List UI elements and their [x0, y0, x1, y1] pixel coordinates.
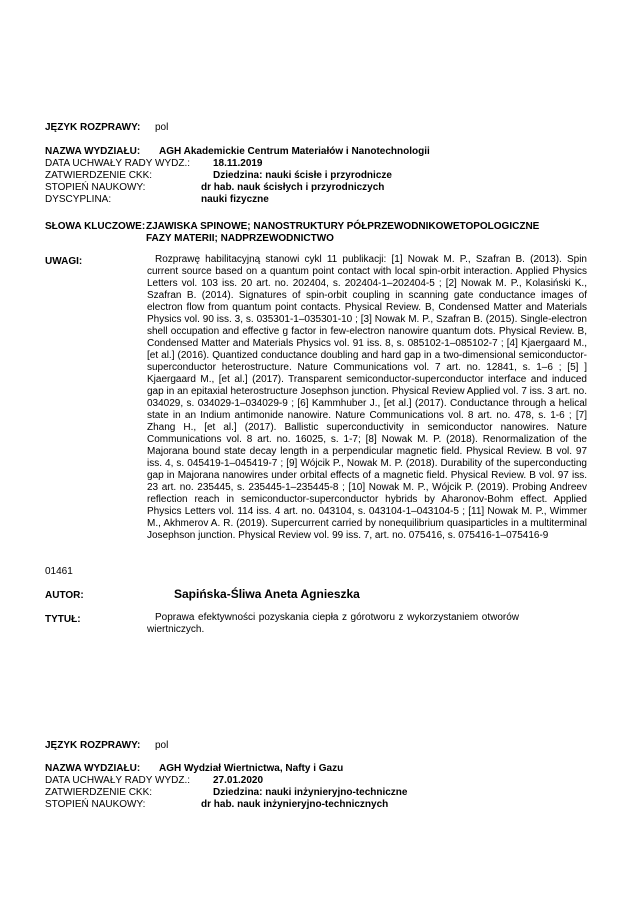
- faculty-label: NAZWA WYDZIAŁU:: [45, 146, 141, 157]
- ckk-label: ZATWIERDZENIE CKK:: [45, 170, 153, 181]
- keywords-line-2: FAZY MATERII; NADPRZEWODNICTWO: [146, 233, 334, 244]
- author-label: AUTOR:: [45, 590, 84, 601]
- discipline-value: nauki fizyczne: [201, 194, 269, 205]
- degree-label: STOPIEŃ NAUKOWY:: [45, 182, 146, 193]
- ckk-value: Dziedzina: nauki ścisłe i przyrodnicze: [213, 170, 392, 181]
- language-label-2: JĘZYK ROZPRAWY:: [45, 740, 141, 751]
- remarks-text: Rozprawę habilitacyjną stanowi cykl 11 publikacji: [1] Nowak M. P., Szafran B. (2013). Spin current source based on a quantum point contact with local spin-orbit interaction. Applied Physics Letters vol. 103 iss. 20 art. no. 202404, s. 202404-1–202404-5 ; [2] Nowak M. P., Kolasiński K., Szafran B. (2014). Signatures of spin-orbit coupling in scanning gate conductance images of electron flow from quantum point contacts. Physical Review. B, Condensed Matter and Materials Physics vol. 90 iss. 3, s. 035301-1–035301-10 ; [3] Nowak M. P., Szafran B. (2015). Single-electron shell occupation and effective g factor in few-electron nanowire quantum dots. Physical Review. B, Condensed Matter and Materials Physics vol. 91 iss. 8, s. 085102-1–085102-7 ; [4] Kjaergaard M., [et al.] (2016). Quantized conductance doubling and hard gap in a two-dimensional semiconductor-superconductor heterostructure. Nature Communications vol. 7 art. no. 12841, s. 1–6 ; [5] ] Kjaergaard M., [et al.] (2017). Transparent semiconductor-superconductor interface and induced gap in an epitaxial heterostructure Josephson junction. Physical Review Applied vol. 7 iss. 3 art. no. 034029, s. 034029-1–034029-9 ; [6] Kammhuber J., [et al.] (2017). Conductance through a helical state in an Indium antimonide nanowire. Nature Communications vol. 8 art. no. 478, s. 1-6 ; [7] Zhang H., [et al.] (2017). Ballistic superconductivity in semiconductor nanowires. Nature Communications vol. 8 art. no. 16025, s. 1-7; [8] Nowak M. P. (2018). Renormalization of the Majorana bound state decay length in a perpendicular magnetic field. Physical Review. B vol. 97 iss. 4, s. 045419-1–045419-7 ; [9] Wójcik P., Nowak M. P. (2018). Durability of the superconducting gap in Majorana nanowires under orbital effects of a magnetic field. Physical Review. B vol. 97 iss. 23 art. no. 235445, s. 235445-1–235445-8 ; [10] Nowak M. P., Wójcik P. (2019). Probing Andreev reflection reach in semiconductor-superconductor hybrids by Aharonov-Bohm effect. Applied Physics Letters vol. 114 iss. 4 art. no. 043104, s. 043104-1–043104-5 ; [11] Nowak M. P., Wimmer M., Akhmerov A. R. (2019). Supercurrent carried by nonequilibrium quasiparticles in a multiterminal Josephson junction. Physical Review vol. 99 iss. 7, art. no. 075416, s. 075416-1–075416-9: [147, 254, 587, 541]
- language-value: pol: [155, 122, 169, 133]
- resolution-date-label: DATA UCHWAŁY RADY WYDZ.:: [45, 158, 191, 169]
- keywords-line-1: ZJAWISKA SPINOWE; NANOSTRUKTURY PÓŁPRZEWODNIKOWETOPOLOGICZNE: [146, 221, 540, 232]
- resolution-date-value-2: 27.01.2020: [213, 775, 264, 786]
- discipline-label: DYSCYPLINA:: [45, 194, 112, 205]
- title-text: Poprawa efektywności pozyskania ciepła z górotworu z wykorzystaniem otworów wiertniczych.: [147, 612, 519, 635]
- keywords-label: SŁOWA KLUCZOWE:: [45, 221, 146, 232]
- record-number: 01461: [45, 566, 73, 577]
- remarks-label: UWAGI:: [45, 256, 83, 267]
- degree-value: dr hab. nauk ścisłych i przyrodniczych: [201, 182, 385, 193]
- degree-label-2: STOPIEŃ NAUKOWY:: [45, 799, 146, 810]
- faculty-label-2: NAZWA WYDZIAŁU:: [45, 763, 141, 774]
- faculty-value: AGH Akademickie Centrum Materiałów i Nanotechnologii: [159, 146, 430, 157]
- language-value-2: pol: [155, 740, 169, 751]
- resolution-date-value: 18.11.2019: [213, 158, 263, 169]
- resolution-date-label-2: DATA UCHWAŁY RADY WYDZ.:: [45, 775, 191, 786]
- title-label: TYTUŁ:: [45, 614, 81, 625]
- ckk-label-2: ZATWIERDZENIE CKK:: [45, 787, 153, 798]
- faculty-value-2: AGH Wydział Wiertnictwa, Nafty i Gazu: [159, 763, 344, 774]
- author-value: Sapińska-Śliwa Aneta Agnieszka: [174, 587, 360, 601]
- language-label: JĘZYK ROZPRAWY:: [45, 122, 141, 133]
- ckk-value-2: Dziedzina: nauki inżynieryjno-techniczne: [213, 787, 408, 798]
- degree-value-2: dr hab. nauk inżynieryjno-technicznych: [201, 799, 389, 810]
